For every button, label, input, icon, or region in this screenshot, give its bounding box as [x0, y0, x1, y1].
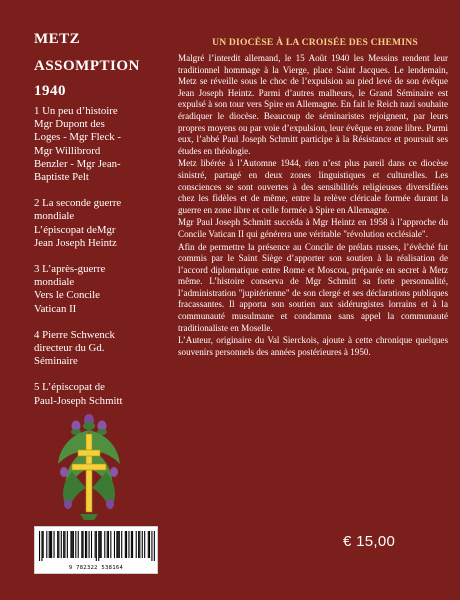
barcode-bar [85, 531, 86, 558]
barcode-bar [91, 531, 92, 558]
barcode-bar [49, 531, 50, 558]
barcode-bar [118, 531, 119, 558]
barcode-bar [58, 531, 59, 558]
summary-paragraph-5: L’Auteur, originaire du Val Sierckois, ajoute à cette chronique quelques souvenirs personnels des années postérieures à 1950. [178, 335, 448, 357]
barcode-bar [39, 531, 40, 561]
summary-paragraph-2: Metz libérée à l’Automne 1944, rien n’est plus pareil dans ce diocèse sinistré, partagé en deux zones linguistiques et culturelles. Les consciences se sont ouvertes à des sensibilités religieuses diversifiées chez les fidèles et de même, entre la relève cléricale formée durant la guerre en zone libre et celle formée à Spire en Allemagne. [178, 158, 448, 215]
barcode-bar [95, 531, 96, 558]
barcode-bar [104, 531, 105, 558]
barcode-bar [86, 531, 87, 558]
barcode-bar [125, 531, 126, 558]
barcode-bars [39, 531, 155, 561]
barcode-bar [72, 531, 73, 558]
barcode-bar [83, 531, 84, 558]
barcode-bar [46, 531, 47, 558]
barcode-bar [41, 531, 42, 561]
barcode-bar [43, 531, 44, 558]
table-of-contents [34, 105, 164, 421]
barcode-bar [73, 531, 74, 558]
summary-text [178, 53, 448, 359]
barcode-bar [110, 531, 111, 558]
toc-item-1: 1 Un peu d’histoire Mgr Dupont des Loges - Mgr Fleck - Mgr Willibrord Benzler - Mgr Jean- Baptiste Pelt [34, 105, 121, 184]
barcode-bar [126, 531, 127, 558]
barcode-bar [138, 531, 139, 558]
toc-item-3: 3 L’après-guerre mondiale Vers le Concile Vatican II [34, 263, 106, 315]
summary-paragraph-1: Malgré l’interdit allemand, le 15 Août 1940 les Messins rendent leur traditionnel hommage à la Vierge, place Saint Jacques. Le lendemain, Metz se réveille sous le choc de l’expulsion au pied levé de son évêque Jean Joseph Heintz. Parmi d’autres malheurs, le Grand Séminaire est expulsé à son tour vers Spire en Allemagne. En fait le Reich nazi souhaite éradiquer le diocèse. Beaucoup de séminaristes rejoignent, par leurs propres moyens ou par voie d’expulsion, leur évêque en zone libre. Parmi eux, l’abbé Paul Joseph Schmitt participe à la Résistance et poursuit ses études en théologie. [178, 53, 448, 156]
barcode-bar [70, 531, 71, 558]
barcode-bar [57, 531, 58, 558]
barcode-bar [119, 531, 120, 558]
barcode-bar [114, 531, 115, 558]
toc-item-5: 5 L’épiscopat de Paul-Joseph Schmitt [34, 381, 123, 407]
barcode-bar [136, 531, 137, 558]
barcode-bar [108, 531, 109, 558]
barcode-bar [101, 531, 102, 558]
barcode-bar [99, 531, 100, 558]
thistle-cross-emblem [52, 412, 126, 522]
barcode-bar [96, 531, 97, 561]
barcode-bar [89, 531, 90, 558]
barcode-bar [51, 531, 52, 558]
barcode-bar [154, 531, 155, 561]
barcode-bar [149, 531, 150, 558]
barcode-bar [81, 531, 82, 558]
thistle-flowers-icon [71, 414, 107, 435]
price-label: € 15,00 [343, 533, 396, 550]
barcode-bar [142, 531, 143, 558]
right-column [178, 0, 448, 600]
barcode-bar [63, 531, 64, 558]
isbn-barcode [34, 526, 158, 574]
barcode-digits: 9 782322 538164 [68, 565, 124, 571]
barcode-bar [116, 531, 117, 558]
summary-paragraph-4: Afin de permettre la présence au Concile de prélats russes, l’évêché fut commis par le Saint Siège d’apporter son soutien à la réalisation de l’accord diplomatique entre Rome et Moscou, préparée en secret à Metz même. L’histoire conserva de Mgr Schmitt sa forte personnalité, l’administration "jupitérienne" de son clergé et ses déclarations publiques fracassantes. Il apporta son soutien aux sidérurgistes lorrains et à la communauté musulmane et condamna sans appel la communauté traditionaliste en Moselle. [178, 241, 448, 333]
toc-item-4: 4 Pierre Schwenck directeur du Gd. Séminaire [34, 328, 115, 368]
toc-item-2: 2 La seconde guerre mondiale L’épiscopat deMgr Jean Joseph Heintz [34, 197, 122, 249]
barcode-bar [54, 531, 55, 558]
barcode-bar [75, 531, 76, 558]
section-heading: UN DIOCÈSE À LA CROISÉE DES CHEMINS [212, 37, 418, 48]
barcode-bar [121, 531, 122, 558]
barcode-bar [132, 531, 133, 558]
barcode-bar [50, 531, 51, 558]
barcode-bar [107, 531, 108, 558]
title-line-assomption: ASSOMPTION [34, 58, 140, 74]
left-column [0, 0, 170, 600]
barcode-bar [67, 531, 68, 558]
barcode-bar [98, 531, 99, 561]
barcode-bar [148, 531, 149, 558]
title-line-year: 1940 [34, 83, 66, 99]
barcode-bar [128, 531, 129, 558]
barcode-bar [139, 531, 140, 558]
barcode-bar [64, 531, 65, 558]
title-line-metz: METZ [34, 31, 81, 47]
barcode-bar [151, 531, 152, 561]
summary-paragraph-3: Mgr Paul Joseph Schmitt succéda à Mgr Heintz en 1958 à l’approche du Concile Vatican II qui générera une véritable "révolution ecclésiale". [178, 217, 448, 239]
barcode-bar [78, 531, 79, 558]
barcode-bar [131, 531, 132, 558]
barcode-bar [144, 531, 145, 558]
barcode-bar [61, 531, 62, 558]
